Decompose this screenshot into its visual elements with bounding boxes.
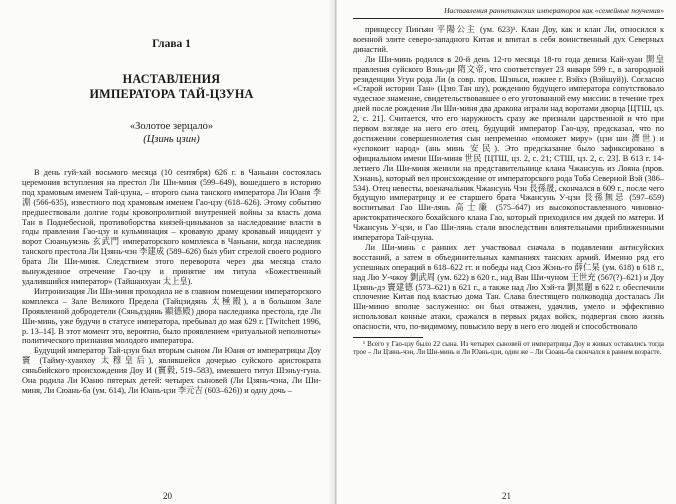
section-subtitle: «Золотое зерцало» (129, 121, 214, 132)
footnote-rule (353, 337, 423, 338)
page-number: 21 (502, 491, 511, 501)
paragraph: принцессу Пинъян 平陽公主 (ум. 623)¹. Клан Доу, как и клан Ли, относился к военной элите северо-западного Китая и впитал в себя воинственный дух Северных династий. (353, 25, 664, 54)
paragraph: Будущий император Тай-цзун был вторым сыном Ли Юаня от императрицы Доу 竇 (Тайму-хуанхоу 太穆皇后), являвшейся дочерью суйского аристократа сяньбийского происхождения Доу И (竇毅, 519–583), имевшего титул Шэньу-гуна. Она родила Ли Юаню пятерых детей: четырех сыновей (Ли Цзянь-чэна, Ли Ши-миня, Ли Сюань-ба (ум. 614), Ли Юань-цзи 李元吉 (603–626)) и одну дочь – (22, 346, 321, 395)
running-head: Наставления раннетанских императоров как «семейные поучения» (444, 6, 664, 15)
chapter-title-line-1: НАСТАВЛЕНИЯ (122, 72, 221, 86)
header-rule (353, 18, 664, 19)
chapter-title-line-2: ИМПЕРАТОРА ТАЙ-ЦЗУНА (89, 87, 254, 101)
paragraph: В день гуй-хай восьмого месяца (10 сентября) 626 г. в Чаньани состоялась церемония вступления на престол Ли Ши-миня (599–649), вошедшего в историю под храмовым именем Тай-цзуна, – второго сына танского императора Ли Юаня 李淵 (566-635), известного под храмовым именем Гао-цзу (618–626). Этому событию предшествовали долгие годы кровопролитной внутренней войны за власть дома Тан в Поднебесной, противоборства князей-циньванов за наследование власти в годы правления Гао-цзу и кульминация – кровавую драму кровавый инцидент у ворот Сюаньумэнь 玄武門 императорского комплекса в Чаньани, когда наследник танского престола Ли Цзянь-чэн 李建成 (589–626) был убит стрелой своего родного брата Ли Ши-миня. Следствием этого переворота через два месяца стало вынужденное отречение Гао-цзу и принятие им титула «Божественный удалившийся император» (Тайшанхуан 太上皇). (22, 168, 321, 286)
paragraph: Ли Ши-минь с ранних лет участвовал сначала в подавлении антисуйских восстаний, а затем в объединительных кампаниях танских армий. Именно ряд его успешных операций в 618–622 гг. и победы над Сюэ Жэнь-го 薛仁杲 (ум. 618) в 618 г., над Лю У-чжоу 劉武周 (ум. 622) в 620 г., над Ван Ши-чуном 王世充 (567(?)–621) и Доу Цзянь-дэ 竇建德 (573–621) в 621 г., а также над Лю Хэй-та 劉黑闥 в 622 г. обеспечили сплочение Китая под властью дома Тан. Слава блестящего полководца досталась Ли Ши-миню вполне заслуженно: он был отважен, удачлив, умело и эффективно использовал конные атаки, сражался в первых рядах войск, подвергая свою жизнь опасности, что, по-видимому, повысило веру в него его людей и способствовало (353, 242, 664, 332)
paragraph: Интронизация Ли Ши-миня проходила не в главном помещении императорского комплекса – Зале Великого Предела (Тайцзидянь 太極殿), а в большом Зале Проявленной добродетели (Сяньдэдянь 顯德殿) двора наследника престола, где Ли Ши-минь, уже будучи в статусе императора, пребывал до мая 629 г. [Twitchett 1996, p. 13–14]. В этот момент это, вероятно, было проявлением «ритуальной неполноты» политического признания молодого императора. (22, 286, 321, 346)
paragraph: Ли Ши-минь родился в 20-й день 12-го месяца 18-го года девиза Кай-хуан 開皇 правления суйского Вэнь-ди 隋文帝, что соответствует 23 января 599 г., в загородной резиденции Угун рода Ли (в совр. пров. Шэньси, южнее г. Вэйхэ (Вэйшуй)). Согласно «Старой истории Тан» (Цзю Тан шу), рождению будущего императора сопутствовало чудесное знамение, свидетельствовавшее о его уготованной ему миссии: в течение трех дней после рождения Ли Ши-миня два дракона играли над воротами дворца [ЦТШ, цз. 2, с. 21]. Считается, что его наружность сразу же признали царственной и что при первом взгляде на него его отец, будущий император Гао-цзу, предсказал, что по достижении совершеннолетия сын непременно «поможет миру» (цзи ши 濟世) и «успокоит народ» (ань минь 安民). Это предсказание было зафиксировано в официальном имени Ши-миня 世民 [ЦТШ, цз. 2, с. 21; СТШ, цз. 2, с. 23]. В 613 г. 14-летнего Ли Ши-миня женили на представительнице клана Чжансунь из Лояна (пров. Хэнань), который вел происхождение от императорского рода Тоба Северной Вэй (386–534). Отец невесты, военачальник Чжансунь Чэн 長孫晟, скончался в 609 г., после чего будущую императрицу и ее старшего брата Чжансунь У-цзи 長孫無忌 (597–659) воспитывал Гао Ши-лянь 高士廉 (575–647) из высокопоставленного чиновно-аристократического бохайского клана Гао, который приходился им дядей по матери. И Чжансунь У-цзи, и Гао Ши-лянь стали впоследствии влиятельными приближенными императора Тай-цзуна. (353, 54, 664, 243)
page-number: 20 (163, 491, 172, 501)
right-page (337, 0, 676, 504)
chapter-title (22, 72, 321, 102)
chapter-heading: Глава 1 (152, 38, 191, 50)
section-subtitle-transliteration: (Цзинь цзин) (143, 134, 200, 145)
left-page (0, 0, 336, 504)
footnote: ¹ Всего у Гао-цзу было 22 сына. Из четырех сыновей от императрицы Доу в живых оставались тогда трое – Ли Цзянь-чэн, Ли Ши-минь и Ли Юань-цзи, один же – Ли Сюань-ба скончался в раннем возрасте. (353, 341, 664, 357)
